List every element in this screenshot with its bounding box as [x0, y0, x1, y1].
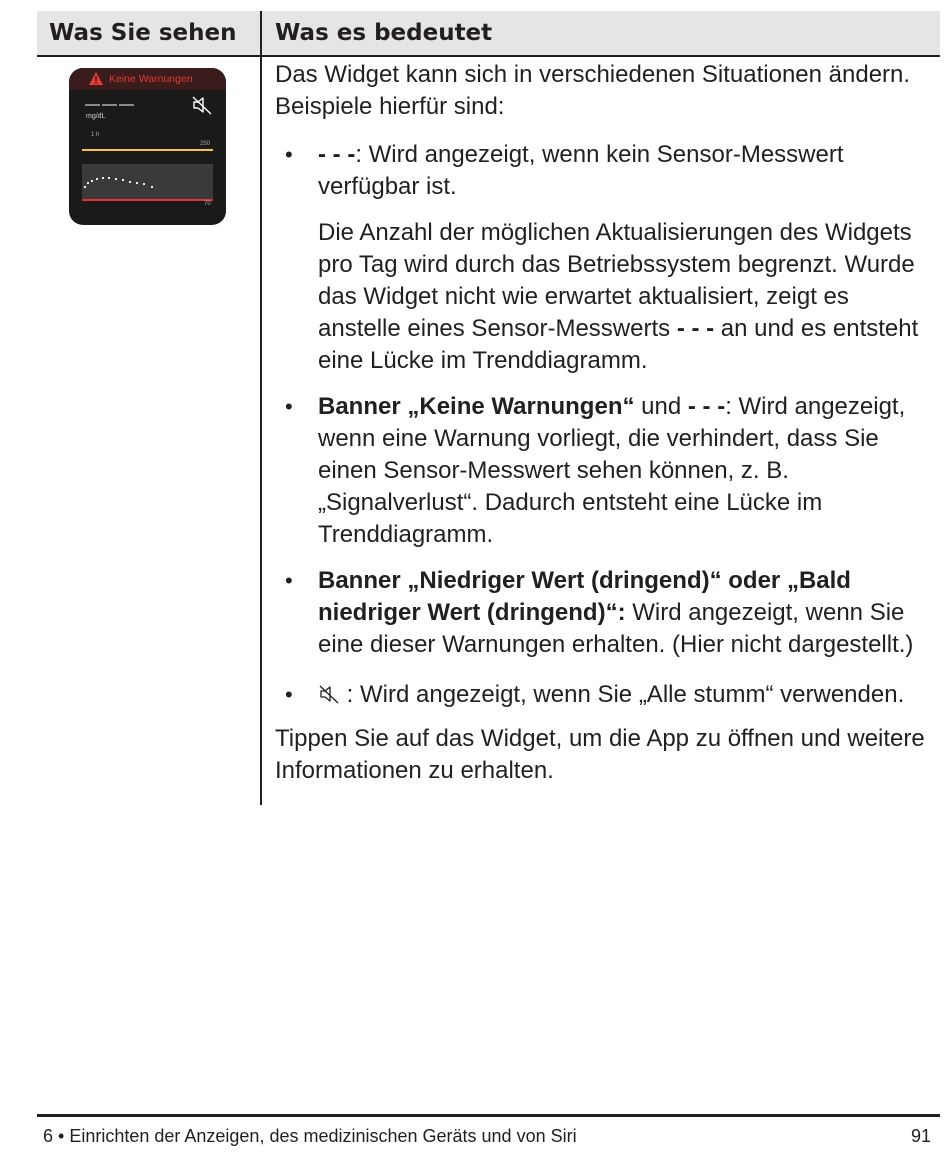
widget-unit: mg/dL — [86, 113, 106, 120]
note-text-1: Die Anzahl der möglichen Aktualisierungen des Widgets pro Tag wird durch das Betriebssystem begrenzt. Wurde das Widget nicht wie erwartet aktualisiert, zeigt es anstelle eines Sensor-Messwerts — [318, 219, 915, 342]
list-item-no-reading — [275, 139, 935, 377]
table-header — [37, 11, 940, 57]
widget-low-threshold: 70 — [204, 201, 211, 207]
trend-dots — [82, 164, 213, 199]
situation-list — [275, 139, 935, 711]
item3-bold: Banner „Niedriger Wert (dringend)“ oder „Bald niedriger Wert (dringend)“: — [318, 567, 851, 626]
description-cell — [275, 59, 935, 787]
high-threshold-line — [82, 149, 213, 151]
header-what-you-see: Was Sie sehen — [49, 20, 237, 46]
footer-chapter: 6 • Einrichten der Anzeigen, des medizinischen Geräts und von Siri — [43, 1126, 577, 1146]
item2-text: : Wird angezeigt, wenn eine Warnung vorliegt, die verhindert, dass Sie einen Sensor-Messwert sehen können, z. B. „Signalverlust“. Dadurch entsteht eine Lücke im Trenddiagramm. — [318, 393, 906, 548]
intro-text: Das Widget kann sich in verschiedenen Situationen ändern. Beispiele hierfür sind: — [275, 61, 911, 120]
no-alerts-banner — [69, 68, 226, 90]
item1-text: : Wird angezeigt, wenn kein Sensor-Messwert verfügbar ist. — [318, 141, 844, 200]
banner-label: Keine Warnungen — [109, 73, 193, 85]
item4-text: : Wird angezeigt, wenn Sie „Alle stumm“ verwenden. — [340, 681, 905, 708]
page-number: 91 — [910, 1126, 931, 1146]
list-item-mute-all — [275, 679, 935, 711]
dashes-symbol: - - - — [318, 141, 356, 168]
warning-icon — [89, 72, 103, 85]
footer-rule — [37, 1114, 940, 1117]
item2-und: und — [634, 393, 688, 420]
list-item-no-alerts-banner — [275, 391, 935, 551]
outro-text: Tippen Sie auf das Widget, um die App zu öffnen und weitere Informationen zu erhalten. — [275, 725, 925, 784]
widget-time-range: 1 h — [91, 132, 100, 138]
glucose-widget-image — [69, 68, 226, 225]
header-what-it-means: Was es bedeutet — [275, 20, 493, 46]
speaker-muted-icon — [318, 684, 340, 704]
item3-text: Wird angezeigt, wenn Sie eine dieser Warnungen erhalten. (Hier nicht dargestellt.) — [318, 599, 914, 658]
speaker-muted-icon — [191, 94, 213, 116]
item2-bold: Banner „Keine Warnungen“ — [318, 393, 635, 420]
column-divider — [260, 11, 262, 805]
low-threshold-line — [82, 199, 213, 201]
note-dashes: - - - — [676, 315, 715, 342]
note-text-2: an und es entsteht eine Lücke im Trenddiagramm. — [318, 315, 919, 374]
update-limit-note — [318, 217, 935, 377]
info-table — [37, 11, 940, 784]
widget-high-threshold: 250 — [200, 141, 211, 147]
list-item-urgent-low-banner — [275, 565, 935, 661]
item2-dashes: - - - — [687, 393, 726, 420]
widget-reading: ——— — [85, 96, 136, 113]
